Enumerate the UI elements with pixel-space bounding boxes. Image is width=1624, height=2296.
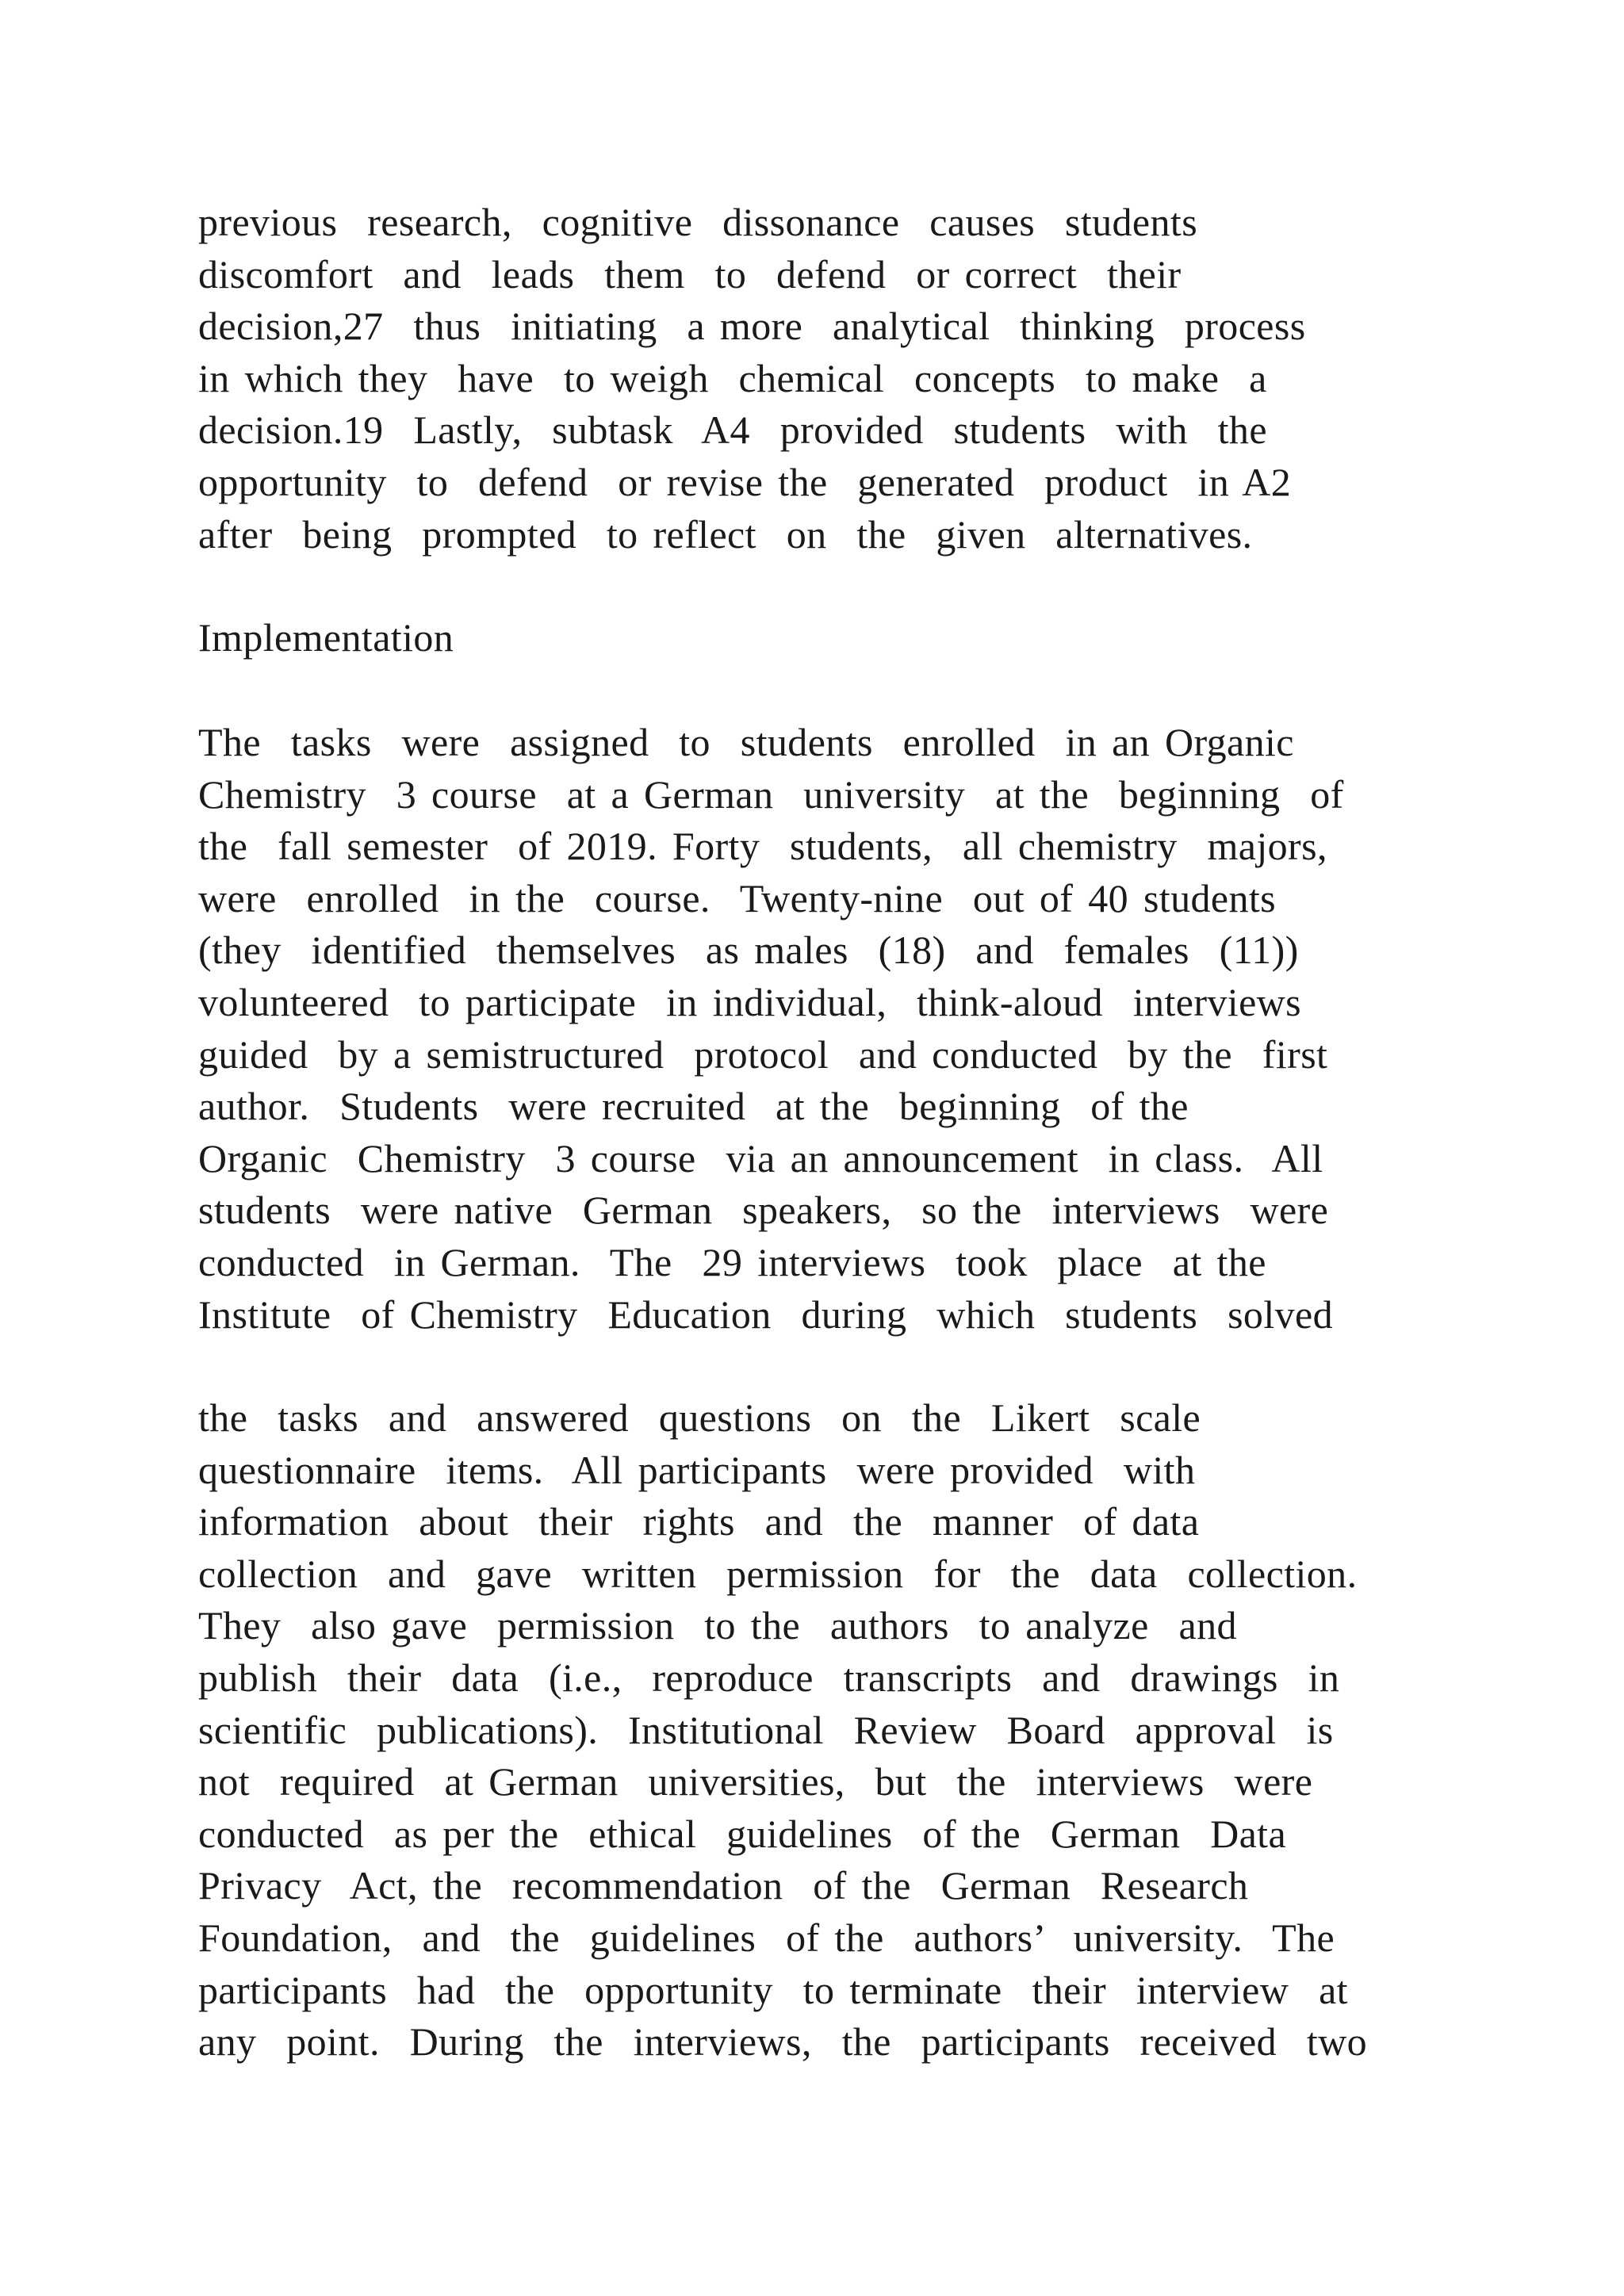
- text-line: discomfort and leads them to defend or correct their: [198, 251, 1182, 297]
- text-line: students were native German speakers, so the interviews were: [198, 1188, 1329, 1233]
- text-line: decision.19 Lastly, subtask A4 provided students with the: [198, 408, 1267, 453]
- text-line: were enrolled in the course. Twenty-nine out of 40 students: [198, 875, 1277, 920]
- text-line: participants had the opportunity to terminate their interview at: [198, 1967, 1348, 2012]
- text-line: information about their rights and the manner of data: [198, 1499, 1200, 1544]
- text-line: Foundation, and the guidelines of the authors’ university. The: [198, 1915, 1335, 1960]
- text-line: collection and gave written permission for the data collection.: [198, 1551, 1358, 1596]
- text-line: not required at German universities, but the interviews were: [198, 1759, 1313, 1804]
- text-line: guided by a semistructured protocol and conducted by the first: [198, 1031, 1328, 1077]
- text-line: conducted in German. The 29 interviews took place at the: [198, 1239, 1266, 1284]
- text-line: in which they have to weigh chemical concepts to make a: [198, 355, 1267, 400]
- paragraph-data-collection: [198, 1392, 1467, 2068]
- text-line: (they identified themselves as males (18) and females (11)): [198, 928, 1299, 973]
- heading-text: Implementation: [198, 615, 454, 660]
- text-line: Privacy Act, the recommendation of the German Research: [198, 1863, 1249, 1908]
- text-line: author. Students were recruited at the beginning of the: [198, 1084, 1189, 1129]
- text-line: questionnaire items. All participants were provided with: [198, 1447, 1196, 1492]
- text-line: publish their data (i.e., reproduce transcripts and drawings in: [198, 1655, 1340, 1700]
- text-line: opportunity to defend or revise the generated product in A2: [198, 459, 1292, 504]
- text-line: The tasks were assigned to students enrolled in an Organic: [198, 720, 1294, 764]
- text-line: volunteered to participate in individual, think-aloud interviews: [198, 979, 1302, 1024]
- text-line: decision,27 thus initiating a more analytical thinking process: [198, 304, 1306, 349]
- text-line: They also gave permission to the authors to analyze and: [198, 1603, 1237, 1648]
- text-line: the tasks and answered questions on the Likert scale: [198, 1395, 1201, 1440]
- text-line: previous research, cognitive dissonance causes students: [198, 200, 1198, 244]
- text-line: after being prompted to reflect on the given alternatives.: [198, 511, 1253, 557]
- section-heading-implementation: [198, 612, 1467, 664]
- paragraph-cognitive-dissonance: [198, 197, 1467, 561]
- text-line: conducted as per the ethical guidelines of the German Data: [198, 1811, 1287, 1856]
- text-line: the fall semester of 2019. Forty students, all chemistry majors,: [198, 824, 1327, 869]
- text-line: Organic Chemistry 3 course via an announcement in class. All: [198, 1135, 1323, 1181]
- paragraph-implementation: [198, 717, 1467, 1341]
- text-line: Chemistry 3 course at a German university at the beginning of: [198, 771, 1344, 817]
- text-line: Institute of Chemistry Education during which students solved: [198, 1292, 1334, 1337]
- text-line: scientific publications). Institutional Review Board approval is: [198, 1707, 1334, 1752]
- text-line: any point. During the interviews, the participants received two: [198, 2019, 1368, 2064]
